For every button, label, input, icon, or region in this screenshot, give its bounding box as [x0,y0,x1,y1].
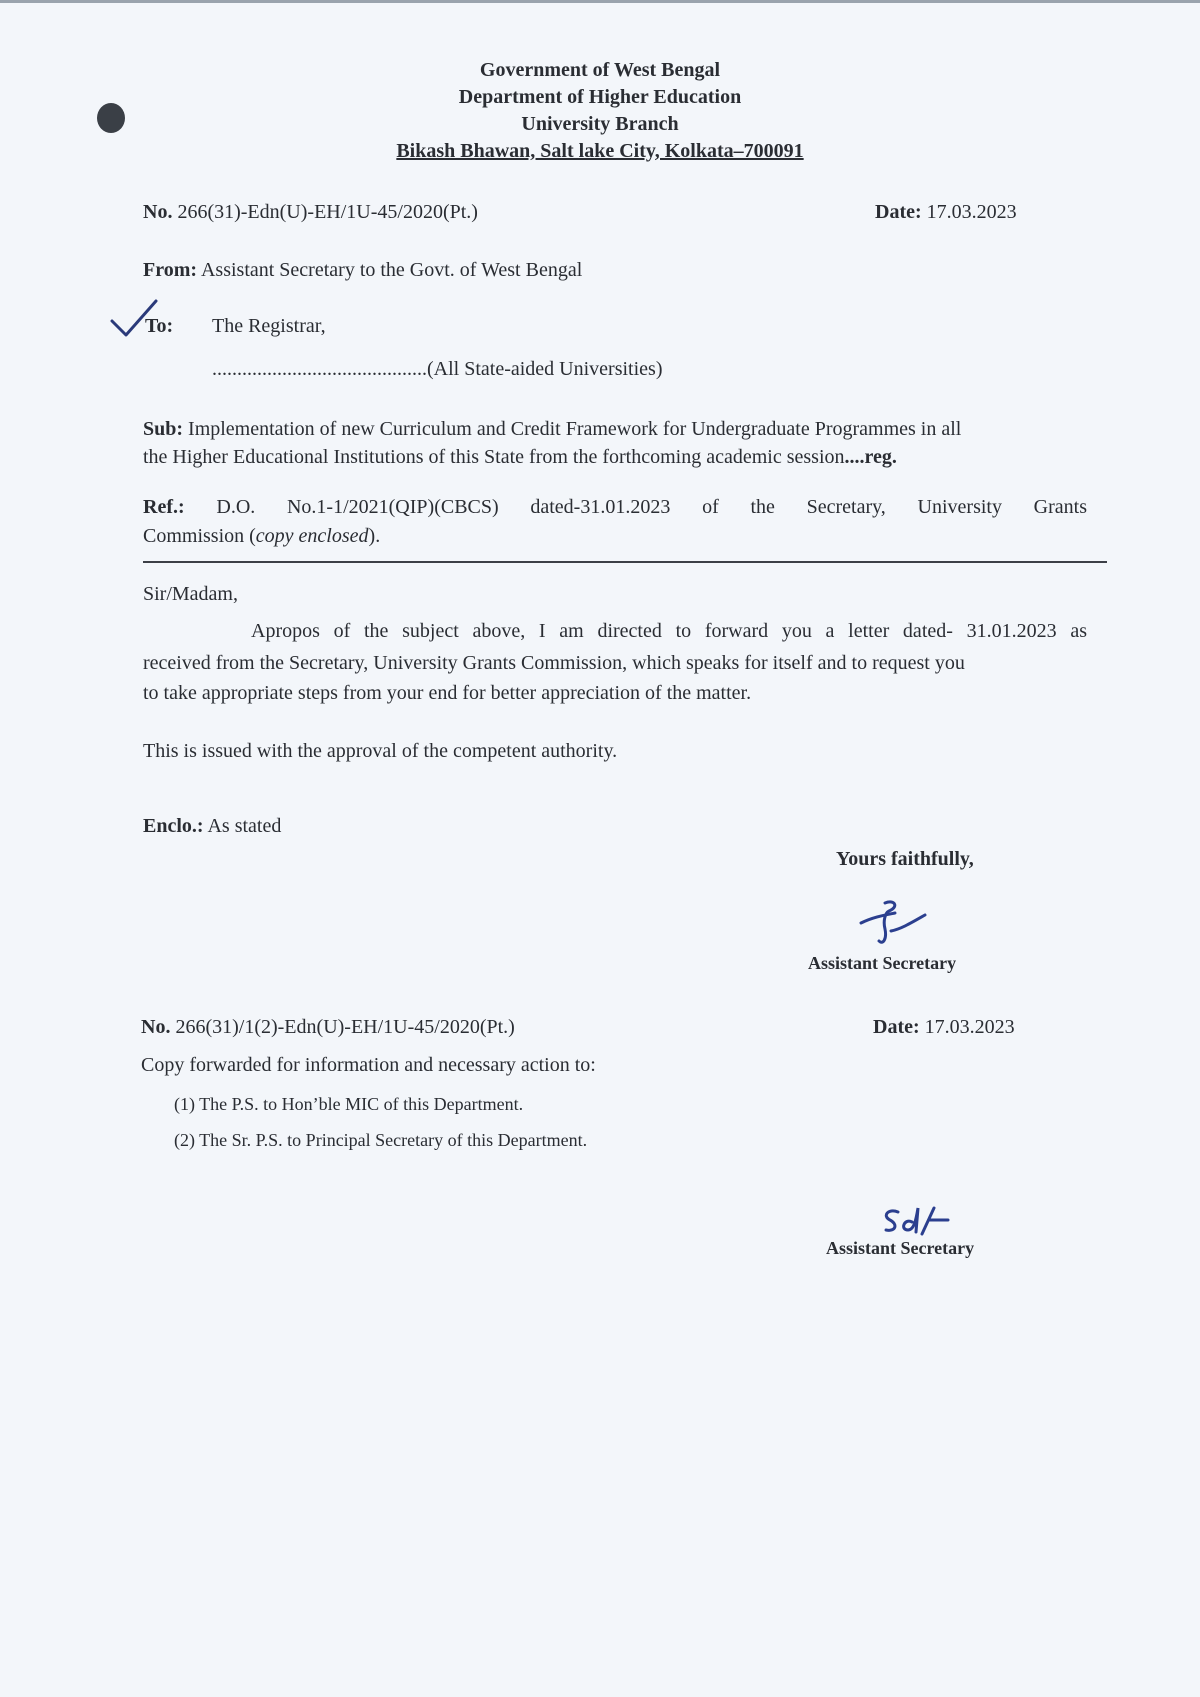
forwarding-date-label: Date: [873,1016,920,1038]
reference-label: Ref.: [143,496,185,518]
to-universities: (All State-aided Universities) [427,358,663,380]
subject-label: Sub: [143,418,184,440]
header-branch: University Branch [521,113,679,135]
forwarding-item: (2) The Sr. P.S. to Principal Secretary of this Department. [174,1130,588,1150]
to-universities-line [212,355,663,383]
valediction: Yours faithfully, [836,848,974,870]
from-value: Assistant Secretary to the Govt. of West Bengal [200,259,583,281]
to-recipient: The Registrar, [212,315,326,337]
subject-line-2 [143,443,897,471]
to-dots: ........................................... [212,358,427,380]
scan-edge [0,0,1200,3]
reference-line-2 [143,522,380,550]
paragraph-1-line-2: received from the Secretary, University Grants Commission, which speaks for itself and to request you [143,652,965,674]
enclosure-line [143,812,281,840]
to-label: To: [145,315,174,337]
enclosure-value: As stated [207,815,282,837]
subject-suffix: ....reg. [844,446,897,468]
memo-date-value: 17.03.2023 [926,201,1017,223]
forwarding-number-value: 266(31)/1(2)-Edn(U)-EH/1U-45/2020(Pt.) [175,1016,515,1038]
section-divider [143,561,1107,563]
from-line [143,256,582,284]
memo-number [143,198,478,226]
forwarding-number-label: No. [141,1016,171,1038]
reference-line-1 [143,493,1087,522]
subject-line-1 [143,415,961,443]
header-address: Bikash Bhawan, Salt lake City, Kolkata–700091 [396,140,804,162]
forwarding-number [141,1013,515,1041]
forwarding-item: (1) The P.S. to Hon’ble MIC of this Department. [174,1094,524,1114]
subject-text-2: the Higher Educational Institutions of this State from the forthcoming academic session [143,446,845,468]
reference-text-2b: copy enclosed [255,525,369,547]
signatory-title: Assistant Secretary [808,953,957,973]
reference-text-2c: ). [368,525,381,547]
reference-text-2a: Commission ( [143,525,256,547]
paragraph-1-line-3: to take appropriate steps from your end for better appreciation of the matter. [143,682,752,704]
enclosure-label: Enclo.: [143,815,204,837]
sd-signature-mark [878,1204,950,1238]
paragraph-2: This is issued with the approval of the competent authority. [143,740,618,762]
forwarding-intro: Copy forwarded for information and necessary action to: [141,1054,596,1076]
header-department: Department of Higher Education [458,86,742,108]
header-government: Government of West Bengal [479,59,721,81]
signature-image [855,897,935,949]
memo-number-value: 266(31)-Edn(U)-EH/1U-45/2020(Pt.) [177,201,478,223]
forwarding-signatory: Assistant Secretary [826,1238,975,1258]
memo-number-label: No. [143,201,173,223]
salutation: Sir/Madam, [143,583,238,605]
subject-text-1: Implementation of new Curriculum and Credit Framework for Undergraduate Programmes in all [188,418,962,440]
memo-date-label: Date: [875,201,922,223]
paragraph-1-line-1: Apropos of the subject above, I am directed to forward you a letter dated- 31.01.2023 as [251,620,1087,642]
from-label: From: [143,259,198,281]
forwarding-date-value: 17.03.2023 [924,1016,1015,1038]
forwarding-date [873,1013,1015,1041]
reference-text-1: D.O. No.1-1/2021(QIP)(CBCS) dated-31.01.2023 of the Secretary, University Grants [216,496,1088,518]
memo-date [875,198,1017,226]
